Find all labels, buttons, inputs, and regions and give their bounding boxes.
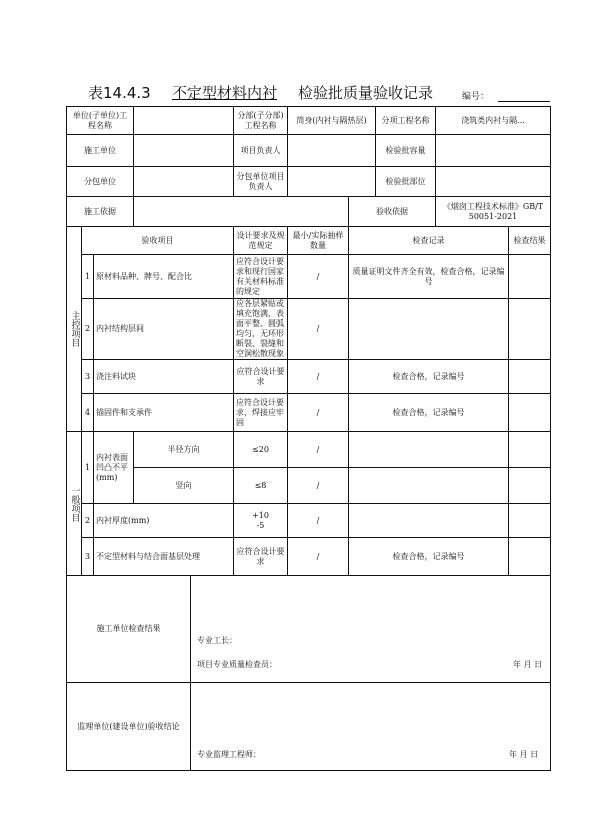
- main-row-sample[interactable]: /: [288, 394, 349, 432]
- subcontractor-label: 分包单位: [67, 167, 134, 197]
- main-row-design: 应符合设计要求: [234, 360, 288, 394]
- col-item-header: 验收项目: [82, 227, 234, 255]
- serial-number-label: 编号：: [462, 92, 490, 102]
- main-row-no: 1: [82, 255, 94, 299]
- main-control-label: 主控项目: [67, 227, 82, 432]
- division-value[interactable]: 筒身(内衬与隔热层): [288, 107, 376, 135]
- pm-label: 项目负责人: [234, 135, 288, 167]
- main-row-item: 原材料品种、牌号、配合比: [94, 255, 234, 299]
- builder-value[interactable]: [134, 135, 234, 167]
- main-row-no: 4: [82, 394, 94, 432]
- quality-inspector-label: 项目专业质量检查员：: [197, 660, 277, 669]
- part-label: 检验批部位: [376, 167, 436, 197]
- general-row-subitem: 竖向: [134, 468, 234, 504]
- general-label: 一般项目: [67, 432, 82, 576]
- general-row-sample[interactable]: /: [288, 468, 349, 504]
- general-row-design: 应符合设计要求: [234, 538, 288, 576]
- form-title-rest: 检验批质量验收记录: [298, 84, 434, 102]
- general-row-design: ≤8: [234, 468, 288, 504]
- accept-basis-value: 《烟囱工程技术标准》GB/T 50051-2021: [436, 197, 551, 227]
- general-row-result[interactable]: [509, 432, 551, 468]
- capacity-value[interactable]: [436, 135, 551, 167]
- main-row-no: 2: [82, 299, 94, 360]
- inspection-table: [66, 106, 551, 771]
- basis-label: 施工依据: [67, 197, 134, 227]
- form-number: 表14.4.3: [88, 84, 151, 102]
- general-row-no: 2: [82, 504, 94, 538]
- general-row-no: 1: [82, 432, 94, 504]
- col-design-header: 设计要求及规范规定: [234, 227, 288, 255]
- main-row-design: 应各层紧贴或填充饱满，表面平整、圆弧均匀，无环形断裂、裂缝和空洞松散现象: [234, 299, 288, 360]
- general-row-item: 不定型材料与结合面基层处理: [94, 538, 234, 576]
- part-value[interactable]: [436, 167, 551, 197]
- main-row-design: 应符合设计要求和现行国家有关材料标准的规定: [234, 255, 288, 299]
- main-row-item: 锚固件和支承件: [94, 394, 234, 432]
- general-row-sample[interactable]: /: [288, 538, 349, 576]
- main-row-sample[interactable]: /: [288, 255, 349, 299]
- builder-label: 施工单位: [67, 135, 134, 167]
- builder-check-area[interactable]: [191, 576, 551, 683]
- general-row-sample[interactable]: /: [288, 432, 349, 468]
- general-row-result[interactable]: [509, 538, 551, 576]
- col-result-header: 检查结果: [509, 227, 551, 255]
- main-row-record[interactable]: 质量证明文件齐全有效，检查合格，记录编号: [349, 255, 509, 299]
- general-row-item: 内衬厚度(mm): [94, 504, 234, 538]
- general-row-result[interactable]: [509, 468, 551, 504]
- builder-check-label: 施工单位检查结果: [67, 576, 191, 683]
- capacity-label: 检验批容量: [376, 135, 436, 167]
- supervisor-engineer-label: 专业监理工程师：: [197, 750, 261, 759]
- general-row-item: 内衬表面凹凸不平(mm): [94, 432, 134, 504]
- general-row-record[interactable]: 检查合格，记录编号: [349, 538, 509, 576]
- main-row-record[interactable]: [349, 299, 509, 360]
- main-row-item: 浇注料试块: [94, 360, 234, 394]
- foreman-label: 专业工长：: [197, 636, 237, 645]
- general-row-sample[interactable]: /: [288, 504, 349, 538]
- main-row-record[interactable]: 检查合格，记录编号: [349, 360, 509, 394]
- main-row-result[interactable]: [509, 255, 551, 299]
- main-row-no: 3: [82, 360, 94, 394]
- form-subject: 不定型材料内衬: [172, 84, 278, 102]
- supervisor-date: 年 月 日: [509, 750, 539, 759]
- main-row-result[interactable]: [509, 360, 551, 394]
- main-row-item: 内衬结构层间: [94, 299, 234, 360]
- main-row-sample[interactable]: /: [288, 299, 349, 360]
- general-row-record[interactable]: [349, 432, 509, 468]
- general-row-design: ≤20: [234, 432, 288, 468]
- general-row-design: +10 -5: [234, 504, 288, 538]
- col-record-header: 检查记录: [349, 227, 509, 255]
- col-sample-header: 最小/实际抽样数量: [288, 227, 349, 255]
- subitem-value[interactable]: 浇筑类内衬与隔...: [436, 107, 551, 135]
- subcontractor-value[interactable]: [134, 167, 234, 197]
- division-label: 分部(子分部)工程名称: [234, 107, 288, 135]
- supervisor-check-area[interactable]: [191, 683, 551, 771]
- builder-date: 年 月 日: [513, 660, 543, 669]
- unit-label: 单位(子单位)工程名称: [67, 107, 134, 135]
- main-row-sample[interactable]: /: [288, 360, 349, 394]
- main-row-result[interactable]: [509, 394, 551, 432]
- main-row-result[interactable]: [509, 299, 551, 360]
- sub-pm-label: 分包单位项目负责人: [234, 167, 288, 197]
- general-row-no: 3: [82, 538, 94, 576]
- supervisor-check-label: 监理单位(建设单位)验收结论: [67, 683, 191, 771]
- general-row-subitem: 半径方向: [134, 432, 234, 468]
- general-row-record[interactable]: [349, 504, 509, 538]
- accept-basis-label: 验收依据: [349, 197, 436, 227]
- pm-value[interactable]: [288, 135, 376, 167]
- main-row-record[interactable]: 检查合格，记录编号: [349, 394, 509, 432]
- general-row-result[interactable]: [509, 504, 551, 538]
- form-title: [66, 82, 552, 104]
- sub-pm-value[interactable]: [288, 167, 376, 197]
- general-row-record[interactable]: [349, 468, 509, 504]
- basis-value[interactable]: [134, 197, 349, 227]
- subitem-label: 分项工程名称: [376, 107, 436, 135]
- main-row-design: 应符合设计要求，焊接应牢固: [234, 394, 288, 432]
- serial-number-field[interactable]: [498, 101, 550, 102]
- unit-value[interactable]: [134, 107, 234, 135]
